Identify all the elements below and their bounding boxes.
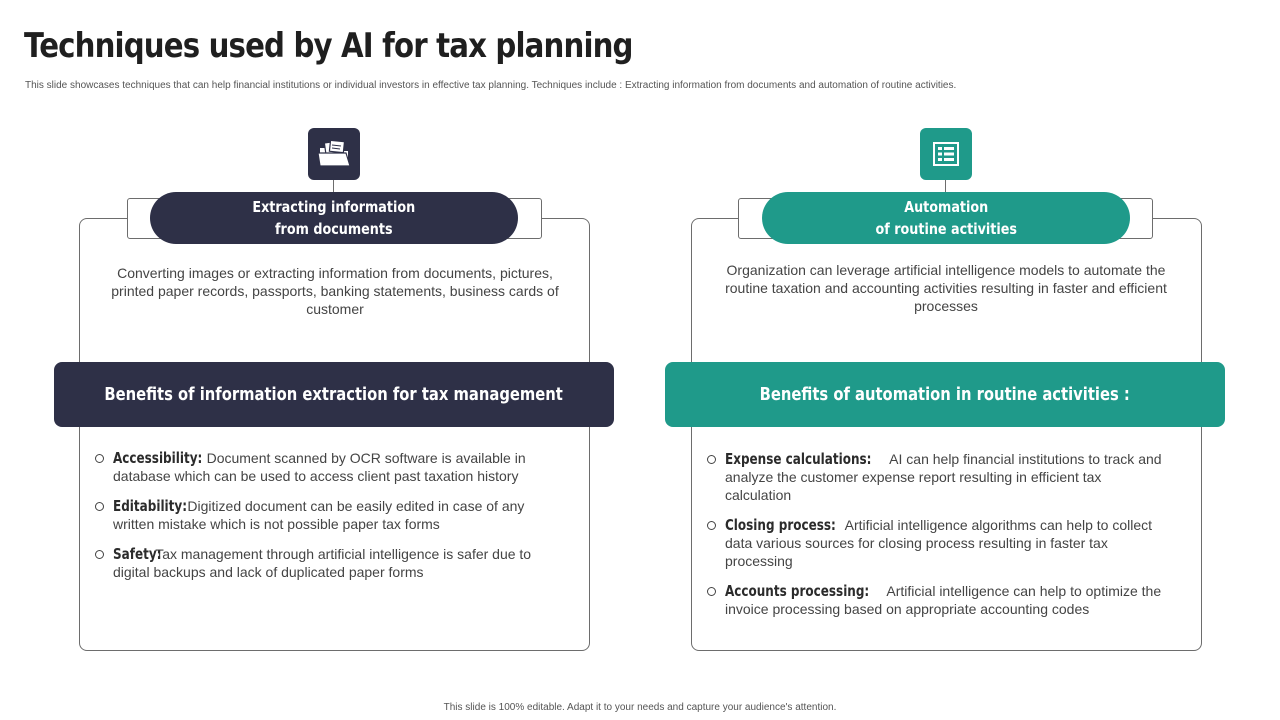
bullet-term: Editability: — [113, 497, 188, 515]
bullet-term: Safety: — [113, 545, 162, 563]
right-banner-text: Benefits of automation in routine activities : — [759, 384, 1131, 405]
right-column — [612, 0, 1232, 720]
footer-note: This slide is 100% editable. Adapt it to your needs and capture your audience's attention. — [443, 702, 837, 713]
bullet-text: Document scanned by OCR software is available in database which can be used to access client past taxation history — [113, 450, 526, 484]
bullet-circle-icon — [95, 502, 104, 511]
bullet-text: Artificial intelligence can help to optimize the invoice processing based on appropriate accounting codes — [725, 583, 1162, 617]
bullet-text: Artificial intelligence algorithms can help to collect data various sources for closing process resulting in faster tax processing — [725, 517, 1153, 569]
left-description: Converting images or extracting information from documents, pictures, printed paper records, passports, banking statements, business cards of customer — [111, 265, 559, 317]
right-benefits-list — [706, 450, 1171, 630]
bullet-circle-icon — [707, 587, 716, 596]
right-description: Organization can leverage artificial intelligence models to automate the routine taxation and accounting activities resulting in faster and efficient processes — [725, 262, 1167, 314]
list-item — [706, 582, 1171, 618]
right-benefits-banner — [665, 362, 1225, 427]
bullet-term: Accessibility: — [113, 449, 203, 467]
page-subtitle: This slide showcases techniques that can help financial institutions or individual investors in effective tax planning. Techniques include : Extracting information from documents and automation of routine activities. — [25, 80, 957, 91]
bullet-term: Expense calculations: — [725, 450, 872, 468]
left-column — [0, 0, 620, 720]
bullet-text: Digitized document can be easily edited in case of any written mistake which is not possible paper tax forms — [113, 498, 525, 532]
bullet-text: AI can help financial institutions to track and analyze the customer expense report resulting in efficient tax calculation — [725, 451, 1162, 503]
bullet-circle-icon — [95, 550, 104, 559]
left-connector — [333, 180, 334, 192]
list-item — [94, 545, 559, 581]
list-item — [94, 497, 559, 533]
page-title: Techniques used by AI for tax planning — [24, 26, 633, 66]
list-item — [94, 449, 559, 485]
right-connector — [945, 180, 946, 192]
left-banner-text: Benefits of information extraction for tax management — [104, 384, 564, 405]
left-heading: Extracting information from documents — [252, 198, 416, 238]
folder-documents-icon — [308, 128, 360, 180]
right-heading-pill — [762, 192, 1130, 244]
bullet-term: Accounts processing: — [725, 582, 870, 600]
bullet-circle-icon — [707, 521, 716, 530]
left-benefits-list — [94, 449, 559, 593]
list-item — [706, 450, 1171, 504]
left-benefits-banner — [54, 362, 614, 427]
bullet-term: Closing process: — [725, 516, 836, 534]
bullet-circle-icon — [95, 454, 104, 463]
list-item — [706, 516, 1171, 570]
left-heading-pill — [150, 192, 518, 244]
list-checklist-icon — [920, 128, 972, 180]
bullet-circle-icon — [707, 455, 716, 464]
right-heading: Automation of routine activities — [875, 198, 1017, 238]
bullet-text: Tax management through artificial intelligence is safer due to digital backups and lack of duplicated paper forms — [113, 546, 532, 580]
